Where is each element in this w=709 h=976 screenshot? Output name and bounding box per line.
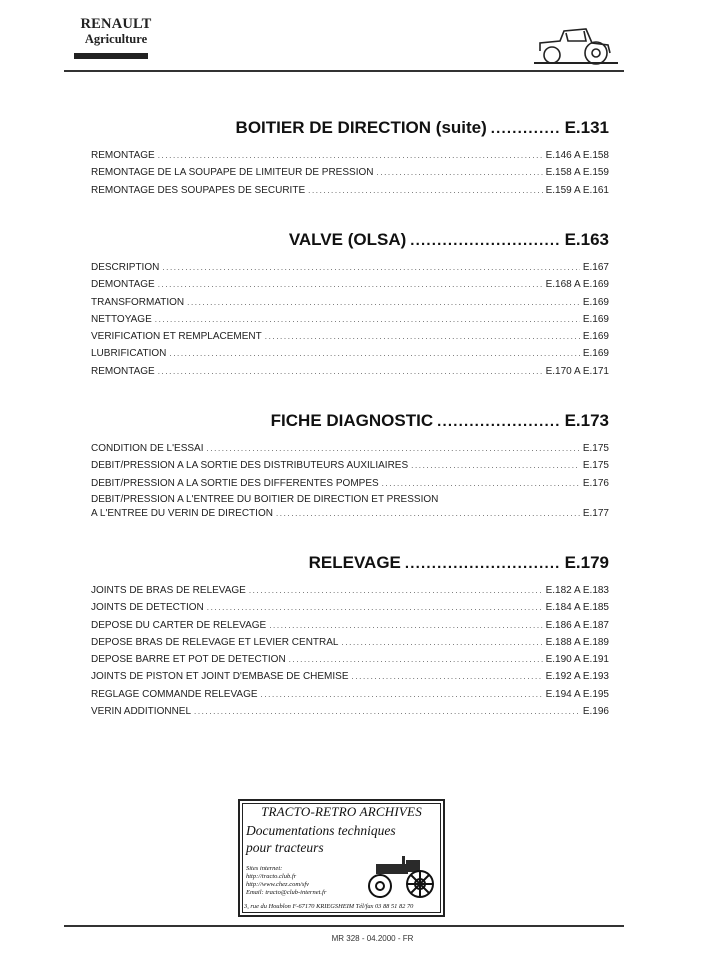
- dot-leader: [169, 345, 579, 362]
- entry-page: E.190 A E.191: [545, 654, 609, 666]
- dot-leader: [411, 457, 580, 474]
- stamp-address: 3, rue du Houblon F-67170 KRIEGSHEIM Tél/fax 03 88 51 82 70: [244, 903, 414, 910]
- stamp-line2: pour tracteurs: [246, 840, 324, 855]
- entry-page: E.169: [582, 348, 609, 360]
- entry-label: REGLAGE COMMANDE RELEVAGE: [91, 688, 258, 700]
- entry-label: CONDITION DE L'ESSAI: [91, 443, 204, 454]
- toc-entry: [91, 259, 609, 276]
- dot-leader: [207, 599, 543, 616]
- entry-label: DEPOSE BARRE ET POT DE DETECTION: [91, 654, 286, 666]
- footer-rule: [64, 925, 624, 927]
- title-leader: .......................: [437, 413, 561, 430]
- dot-leader: [207, 440, 580, 457]
- entry-label: DEBIT/PRESSION A LA SORTIE DES DIFFERENTES POMPES: [91, 477, 379, 489]
- section-title: [91, 411, 609, 433]
- entry-label: REMONTAGE DE LA SOUPAPE DE LIMITEUR DE PRESSION: [91, 167, 374, 179]
- toc-entry: [91, 617, 609, 634]
- entry-page: E.175: [582, 443, 609, 454]
- entry-page: E.188 A E.189: [545, 636, 609, 648]
- dot-leader: [155, 311, 580, 328]
- toc-entry: [91, 363, 609, 380]
- toc-entry: [91, 182, 609, 199]
- section-fiche-diagnostic: [91, 411, 609, 521]
- entry-line2: [91, 507, 609, 521]
- section-title-text: FICHE DIAGNOSTIC: [270, 411, 434, 430]
- section-title-page: E.173: [564, 411, 609, 430]
- section-title-page: E.179: [564, 553, 609, 572]
- dot-leader: [289, 651, 543, 668]
- dot-leader: [162, 259, 580, 276]
- archive-stamp: [238, 799, 445, 917]
- section-title: [91, 553, 609, 575]
- title-leader: ............................: [410, 232, 561, 249]
- brand-name: RENAULT: [80, 16, 152, 32]
- stamp-line1: Documentations techniques: [246, 823, 396, 838]
- dot-leader: [269, 617, 542, 634]
- toc-entry: [91, 582, 609, 599]
- dot-leader: [158, 147, 543, 164]
- entry-page: E.177: [582, 507, 609, 519]
- dot-leader: [187, 294, 580, 311]
- entry-label: REMONTAGE: [91, 365, 155, 377]
- entry-label-line1: DEBIT/PRESSION A L'ENTREE DU BOITIER DE DIRECTION ET PRESSION: [91, 493, 439, 505]
- entry-page: E.192 A E.193: [545, 671, 609, 683]
- entry-label: VERIFICATION ET REMPLACEMENT: [91, 331, 262, 343]
- toc-entry: [91, 686, 609, 703]
- toc-entry: [91, 599, 609, 616]
- entry-label: REMONTAGE DES SOUPAPES DE SECURITE: [91, 184, 306, 196]
- tractor-icon: [530, 21, 620, 67]
- section-title-page: E.131: [564, 118, 609, 137]
- entry-page: E.169: [582, 331, 609, 343]
- entry-page: E.194 A E.195: [545, 688, 609, 700]
- dot-leader: [376, 164, 542, 181]
- brand-bar: [74, 53, 148, 59]
- entry-label: TRANSFORMATION: [91, 296, 185, 308]
- brand-subtitle: Agriculture: [84, 32, 148, 46]
- entry-label: VERIN ADDITIONNEL: [91, 706, 192, 718]
- stamp-email: Email: tracto@club-internet.fr: [246, 889, 327, 896]
- entry-page: E.169: [582, 313, 609, 325]
- section-title: [91, 118, 609, 140]
- entry-label-line2: A L'ENTREE DU VERIN DE DIRECTION: [91, 507, 273, 519]
- dot-leader: [342, 634, 543, 651]
- dot-leader: [261, 686, 543, 703]
- dot-leader: [352, 668, 543, 685]
- toc-entry-multiline: [91, 493, 609, 521]
- entry-page: E.176: [582, 477, 609, 489]
- entry-label: DEPOSE BRAS DE RELEVAGE ET LEVIER CENTRAL: [91, 636, 339, 648]
- dot-leader: [382, 475, 580, 492]
- section-title-text: BOITIER DE DIRECTION (suite): [235, 118, 487, 137]
- toc-entry: [91, 345, 609, 362]
- section-title-text: VALVE (OLSA): [288, 230, 407, 249]
- toc-entry: [91, 634, 609, 651]
- entry-label: DEPOSE DU CARTER DE RELEVAGE: [91, 619, 267, 631]
- entry-page: E.167: [582, 262, 609, 273]
- brand-logo: [74, 17, 158, 46]
- title-leader: .............: [490, 120, 561, 137]
- toc-entry: [91, 457, 609, 474]
- section-title-text: RELEVAGE: [308, 553, 401, 572]
- toc-entry: [91, 651, 609, 668]
- entry-label: JOINTS DE DETECTION: [91, 602, 204, 614]
- entry-label: REMONTAGE: [91, 150, 155, 161]
- vintage-tractor-icon: [362, 850, 438, 902]
- toc-entry: [91, 276, 609, 293]
- dot-leader: [265, 328, 580, 345]
- entry-label: DEMONTAGE: [91, 279, 155, 291]
- entry-page: E.186 A E.187: [545, 619, 609, 631]
- toc-entry: [91, 294, 609, 311]
- title-leader: .............................: [404, 555, 561, 572]
- header-rule: [64, 70, 624, 72]
- entry-label: NETTOYAGE: [91, 313, 152, 325]
- toc-entry: [91, 703, 609, 720]
- section-boitier-direction: [91, 118, 609, 199]
- toc-entry: [91, 311, 609, 328]
- section-relevage: [91, 553, 609, 720]
- entry-page: E.146 A E.158: [545, 150, 609, 161]
- entry-page: E.169: [582, 296, 609, 308]
- toc-entry: [91, 164, 609, 181]
- toc-entry: [91, 475, 609, 492]
- entry-label: JOINTS DE PISTON ET JOINT D'EMBASE DE CHEMISE: [91, 671, 349, 683]
- entry-page: E.184 A E.185: [545, 602, 609, 614]
- toc-entry: [91, 668, 609, 685]
- section-title-page: E.163: [564, 230, 609, 249]
- entry-label: LUBRIFICATION: [91, 348, 167, 360]
- entry-page: E.158 A E.159: [545, 167, 609, 179]
- stamp-sites-label: Sites internet:: [246, 865, 283, 872]
- dot-leader: [158, 363, 543, 380]
- toc-entry: [91, 328, 609, 345]
- dot-leader: [308, 182, 542, 199]
- entry-label: DEBIT/PRESSION A LA SORTIE DES DISTRIBUTEURS AUXILIAIRES: [91, 460, 409, 472]
- stamp-title: TRACTO-RETRO ARCHIVES: [261, 804, 422, 819]
- toc-entry: [91, 147, 609, 164]
- footer-reference: MR 328 - 04.2000 - FR: [331, 934, 414, 943]
- entry-page: E.168 A E.169: [545, 279, 609, 291]
- dot-leader: [276, 507, 580, 521]
- dot-leader: [194, 703, 580, 720]
- entry-page: E.159 A E.161: [545, 184, 609, 196]
- toc-entry: [91, 440, 609, 457]
- entry-page: E.196: [582, 706, 609, 718]
- entry-page: E.175: [582, 460, 609, 472]
- stamp-site1: http://tracto.club.fr: [246, 873, 297, 880]
- dot-leader: [249, 582, 543, 599]
- entry-page: E.170 A E.171: [545, 365, 609, 377]
- section-title: [91, 230, 609, 252]
- stamp-site2: http://www.chez.com/sfv: [246, 881, 310, 888]
- section-valve-olsa: [91, 230, 609, 380]
- entry-page: E.182 A E.183: [545, 585, 609, 596]
- entry-label: DESCRIPTION: [91, 262, 160, 273]
- entry-label: JOINTS DE BRAS DE RELEVAGE: [91, 585, 246, 596]
- dot-leader: [158, 276, 543, 293]
